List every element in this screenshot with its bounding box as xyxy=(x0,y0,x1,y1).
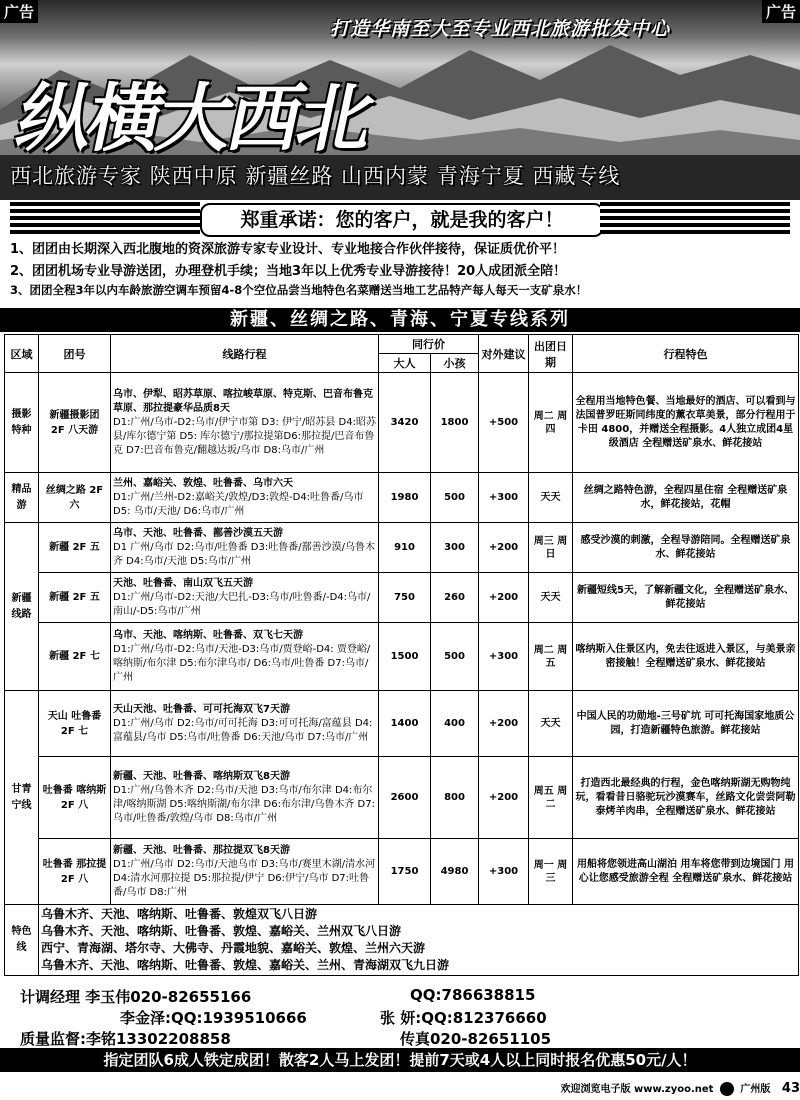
depart-date: 周二 周四 xyxy=(529,373,573,473)
route-title: 乌市、天池、喀纳斯、吐鲁番、双飞七天游 xyxy=(113,629,303,641)
header-depart: 出团日期 xyxy=(529,335,573,373)
promise-point-2: 2、团团机场专业导游送团，办理登机手续；当地3年以上优秀专业导游接待！20人成团派全陪！ xyxy=(10,264,567,279)
route-title: 新疆、天池、吐鲁番、喀纳斯双飞8天游 xyxy=(113,770,290,782)
route-detail: D1 广州/乌市 D2:乌市/吐鲁番 D3:吐鲁番/鄯善沙漠/乌鲁木齐 D4:乌市/天池 D5:乌市/广州 xyxy=(113,541,375,567)
region-cell: 甘青宁线 xyxy=(5,691,39,905)
route-cell xyxy=(111,757,379,839)
header-external: 对外建议 xyxy=(479,335,529,373)
external-price: +200 xyxy=(479,573,529,623)
header-route: 线路行程 xyxy=(111,335,379,373)
child-price: 300 xyxy=(431,523,479,573)
child-price: 500 xyxy=(431,473,479,523)
external-price: +500 xyxy=(479,373,529,473)
adult-price: 910 xyxy=(379,523,431,573)
ad-label-right: 广告 xyxy=(762,0,800,23)
page-footer xyxy=(500,1080,800,1096)
child-price: 500 xyxy=(431,623,479,691)
promise-point-3: 3、团团全程3年以内车龄旅游空调车预留4-8个空位品尝当地特色名菜赠送当地工艺品特产每人每天一支矿泉水！ xyxy=(10,283,588,297)
site-link[interactable]: www.zyoo.net xyxy=(634,1084,714,1095)
header-features: 行程特色 xyxy=(573,335,799,373)
table-row xyxy=(5,373,799,473)
promise-banner: 郑重承诺：您的客户，就是我的客户！ xyxy=(200,203,604,237)
promise-point-1: 1、团团由长期深入西北腹地的资深旅游专家专业设计、专业地接合作伙伴接待，保证质优价平！ xyxy=(10,242,566,257)
group-cell: 新疆 2F 五 xyxy=(39,523,111,573)
header-adult: 大人 xyxy=(379,354,431,373)
group-cell: 丝绸之路 2F 六 xyxy=(39,473,111,523)
group-cell: 吐鲁番 那拉提 2F 八 xyxy=(39,839,111,905)
qq-contact: QQ:786638815 xyxy=(410,986,536,1004)
depart-date: 周二 周五 xyxy=(529,623,573,691)
header-row xyxy=(5,335,799,354)
ad-label-left: 广告 xyxy=(0,0,38,23)
depart-date: 天天 xyxy=(529,691,573,757)
child-price: 4980 xyxy=(431,839,479,905)
route-cell xyxy=(111,573,379,623)
tour-table xyxy=(4,334,799,976)
globe-icon xyxy=(720,1082,734,1096)
depart-date: 周五 周二 xyxy=(529,757,573,839)
route-detail: D1:广州/兰州-D2:嘉峪关/敦煌/D3:敦煌-D4:吐鲁番/乌市 D5: 乌市/天池/ D6:乌市/广州 xyxy=(113,491,364,517)
route-title: 乌市、天池、吐鲁番、鄯善沙漠五天游 xyxy=(113,527,283,539)
table-row xyxy=(5,623,799,691)
route-detail: D1:广州/乌市 D2:乌市/天池乌市 D3:乌市/赛里木湖/清水河 D4:清水河那拉提 D5:那拉提/伊宁 D6:伊宁/乌市 D7:吐鲁番/乌市 D8:广州 xyxy=(113,858,376,898)
route-title: 兰州、嘉峪关、敦煌、吐鲁番、乌市六天 xyxy=(113,477,293,489)
route-cell xyxy=(111,473,379,523)
child-price: 800 xyxy=(431,757,479,839)
decorative-stripes-left xyxy=(10,202,200,234)
group-cell: 新疆摄影团 2F 八天游 xyxy=(39,373,111,473)
adult-price: 3420 xyxy=(379,373,431,473)
special-line: 乌鲁木齐、天池、喀纳斯、吐鲁番、敦煌、嘉峪关、兰州双飞八日游 xyxy=(41,924,402,938)
special-line: 乌鲁木齐、天池、喀纳斯、吐鲁番、敦煌双飞八日游 xyxy=(41,907,318,921)
adult-price: 1750 xyxy=(379,839,431,905)
external-price: +300 xyxy=(479,623,529,691)
route-detail: D1:广州/乌市-D2:天池/大巴扎-D3:乌市/吐鲁番/-D4:乌市/南山/-D5:乌市/广州 xyxy=(113,591,371,617)
child-price: 1800 xyxy=(431,373,479,473)
special-lines-row xyxy=(5,905,799,976)
group-cell: 新疆 2F 七 xyxy=(39,623,111,691)
region-cell: 精品游 xyxy=(5,473,39,523)
route-detail: D1:广州/乌市-D2:乌市/天池-D3:乌市/贾登峪-D4: 贾登峪/喀纳斯/布尔津 D5:布尔津乌市/ D6:乌市/吐鲁番 D7:乌市/广州 xyxy=(113,643,371,683)
features-cell: 打造西北最经典的行程，金色喀纳斯湖无购物纯玩，看看昔日骆驼玩沙漠赛车，丝路文化尝尝阿勒泰烤羊肉串，全程赠送矿泉水、鲜花接站 xyxy=(573,757,799,839)
adult-price: 2600 xyxy=(379,757,431,839)
adult-price: 750 xyxy=(379,573,431,623)
route-cell xyxy=(111,373,379,473)
external-price: +300 xyxy=(479,839,529,905)
features-cell: 新疆短线5天，了解新疆文化，全程赠送矿泉水、鲜花接站 xyxy=(573,573,799,623)
route-title: 天山天池、吐鲁番、可可托海双飞7天游 xyxy=(113,703,290,715)
quality-contact: 质量监督:李铭13302208858 xyxy=(20,1030,231,1048)
header-region: 区域 xyxy=(5,335,39,373)
special-label: 特色线 xyxy=(5,905,39,976)
depart-date: 周三 周日 xyxy=(529,523,573,573)
features-cell: 喀纳斯入住景区内，免去往返进入景区，与美景亲密接触！全程赠送矿泉水、鲜花接站 xyxy=(573,623,799,691)
region-cell: 摄影特种 xyxy=(5,373,39,473)
depart-date: 天天 xyxy=(529,573,573,623)
group-cell: 吐鲁番 喀纳斯 2F 八 xyxy=(39,757,111,839)
route-detail: D1:广州/乌市 D2:乌市/可可托海 D3:可可托海/富蕴县 D4:富蕴县/乌市 D5:乌市/吐鲁番 D6:天池/乌市 D7:乌市/广州 xyxy=(113,717,373,743)
table-row xyxy=(5,523,799,573)
special-lines-cell xyxy=(39,905,799,976)
route-detail: D1:广州/乌市-D2:乌市/伊宁市第 D3: 伊宁/昭苏县 D4:昭苏县/库尔德宁第 D5: 库尔德宁/那拉提第D6:那拉提/巴音布鲁克 D7:巴音布鲁克/翻越达坂/乌市 D8:乌市/广州 xyxy=(113,416,376,456)
route-title: 新疆、天池、吐鲁番、那拉提双飞8天游 xyxy=(113,844,290,856)
external-price: +300 xyxy=(479,473,529,523)
route-cell xyxy=(111,839,379,905)
contacts-block xyxy=(0,986,800,1050)
external-price: +200 xyxy=(479,691,529,757)
route-title: 天池、吐鲁番、南山双飞五天游 xyxy=(113,577,253,589)
group-cell: 天山 吐鲁番 2F 七 xyxy=(39,691,111,757)
route-cell xyxy=(111,691,379,757)
depart-date: 天天 xyxy=(529,473,573,523)
manager-contact: 计调经理 李玉伟020-82655166 xyxy=(20,988,252,1006)
browse-text: 欢迎浏览电子版 xyxy=(560,1084,631,1095)
external-price: +200 xyxy=(479,523,529,573)
zhang-contact: 张 妍:QQ:812376660 xyxy=(380,1009,547,1027)
table-row xyxy=(5,691,799,757)
features-cell: 丝绸之路特色游，全程四星住宿 全程赠送矿泉水，鲜花接站，花帽 xyxy=(573,473,799,523)
header-group: 团号 xyxy=(39,335,111,373)
features-cell: 用船将您领进高山湖泊 用车将您带到边境国门 用心让您感受旅游全程 全程赠送矿泉水、鲜花接站 xyxy=(573,839,799,905)
special-line: 乌鲁木齐、天池、喀纳斯、吐鲁番、敦煌、嘉峪关、兰州、青海湖双飞九日游 xyxy=(41,958,450,972)
route-title: 乌市、伊犁、昭苏草原、喀拉峻草原、特克斯、巴音布鲁克草原、那拉提豪华品质8天 xyxy=(113,388,373,414)
route-cell xyxy=(111,523,379,573)
slogan: 打造华南至大至专业西北旅游批发中心 xyxy=(330,18,671,40)
header-banner xyxy=(0,0,800,200)
table-row xyxy=(5,839,799,905)
table-row xyxy=(5,473,799,523)
header-child: 小孩 xyxy=(431,354,479,373)
adult-price: 1400 xyxy=(379,691,431,757)
li-contact: 李金泽:QQ:1939510666 xyxy=(120,1009,307,1027)
child-price: 400 xyxy=(431,691,479,757)
adult-price: 1980 xyxy=(379,473,431,523)
tagline: 西北旅游专家 陕西中原 新疆丝路 山西内蒙 青海宁夏 西藏专线 xyxy=(10,164,621,188)
adult-price: 1500 xyxy=(379,623,431,691)
route-detail: D1:广州/乌鲁木齐 D2:乌市/天池 D3:乌市/布尔津 D4:布尔津/喀纳斯湖 D5:喀纳斯湖/布尔津 D6:布尔津/乌鲁木齐 D7:乌市/吐鲁番/敦煌/乌市 D8:乌市/广州 xyxy=(113,784,375,824)
edition-text: 广州版 xyxy=(740,1084,771,1095)
special-line: 西宁、青海湖、塔尔寺、大佛寺、丹霞地貌、嘉峪关、敦煌、兰州六天游 xyxy=(41,941,426,955)
route-cell xyxy=(111,623,379,691)
external-price: +200 xyxy=(479,757,529,839)
fax-contact: 传真020-82651105 xyxy=(400,1030,552,1048)
features-cell: 全程用当地特色餐、当地最好的酒店、可以看到与法国普罗旺斯同纬度的薰衣草美景，部分行程用于卡田 4800，并赠送全程摄影。4人独立成团4星级酒店 全程赠送矿泉水、鲜花接站 xyxy=(573,373,799,473)
decorative-stripes-right xyxy=(600,202,790,234)
depart-date: 周一 周三 xyxy=(529,839,573,905)
table-row xyxy=(5,757,799,839)
features-cell: 感受沙漠的刺激，全程导游陪同。全程赠送矿泉水、鲜花接站 xyxy=(573,523,799,573)
promotion-bar: 指定团队6成人铁定成团！散客2人马上发团！提前7天或4人以上同时报名优惠50元/人！ xyxy=(0,1048,800,1072)
features-cell: 中国人民的功勋地-三号矿坑 可可托海国家地质公园，打造新疆特色旅游。鲜花接站 xyxy=(573,691,799,757)
child-price: 260 xyxy=(431,573,479,623)
region-cell: 新疆线路 xyxy=(5,523,39,691)
header-peer-price: 同行价 xyxy=(379,335,479,354)
series-title: 新疆、丝绸之路、青海、宁夏专线系列 xyxy=(0,308,800,332)
page-number: 43 xyxy=(781,1081,800,1096)
logo-text: 纵横大西北 xyxy=(9,76,378,162)
group-cell: 新疆 2F 五 xyxy=(39,573,111,623)
table-row xyxy=(5,573,799,623)
